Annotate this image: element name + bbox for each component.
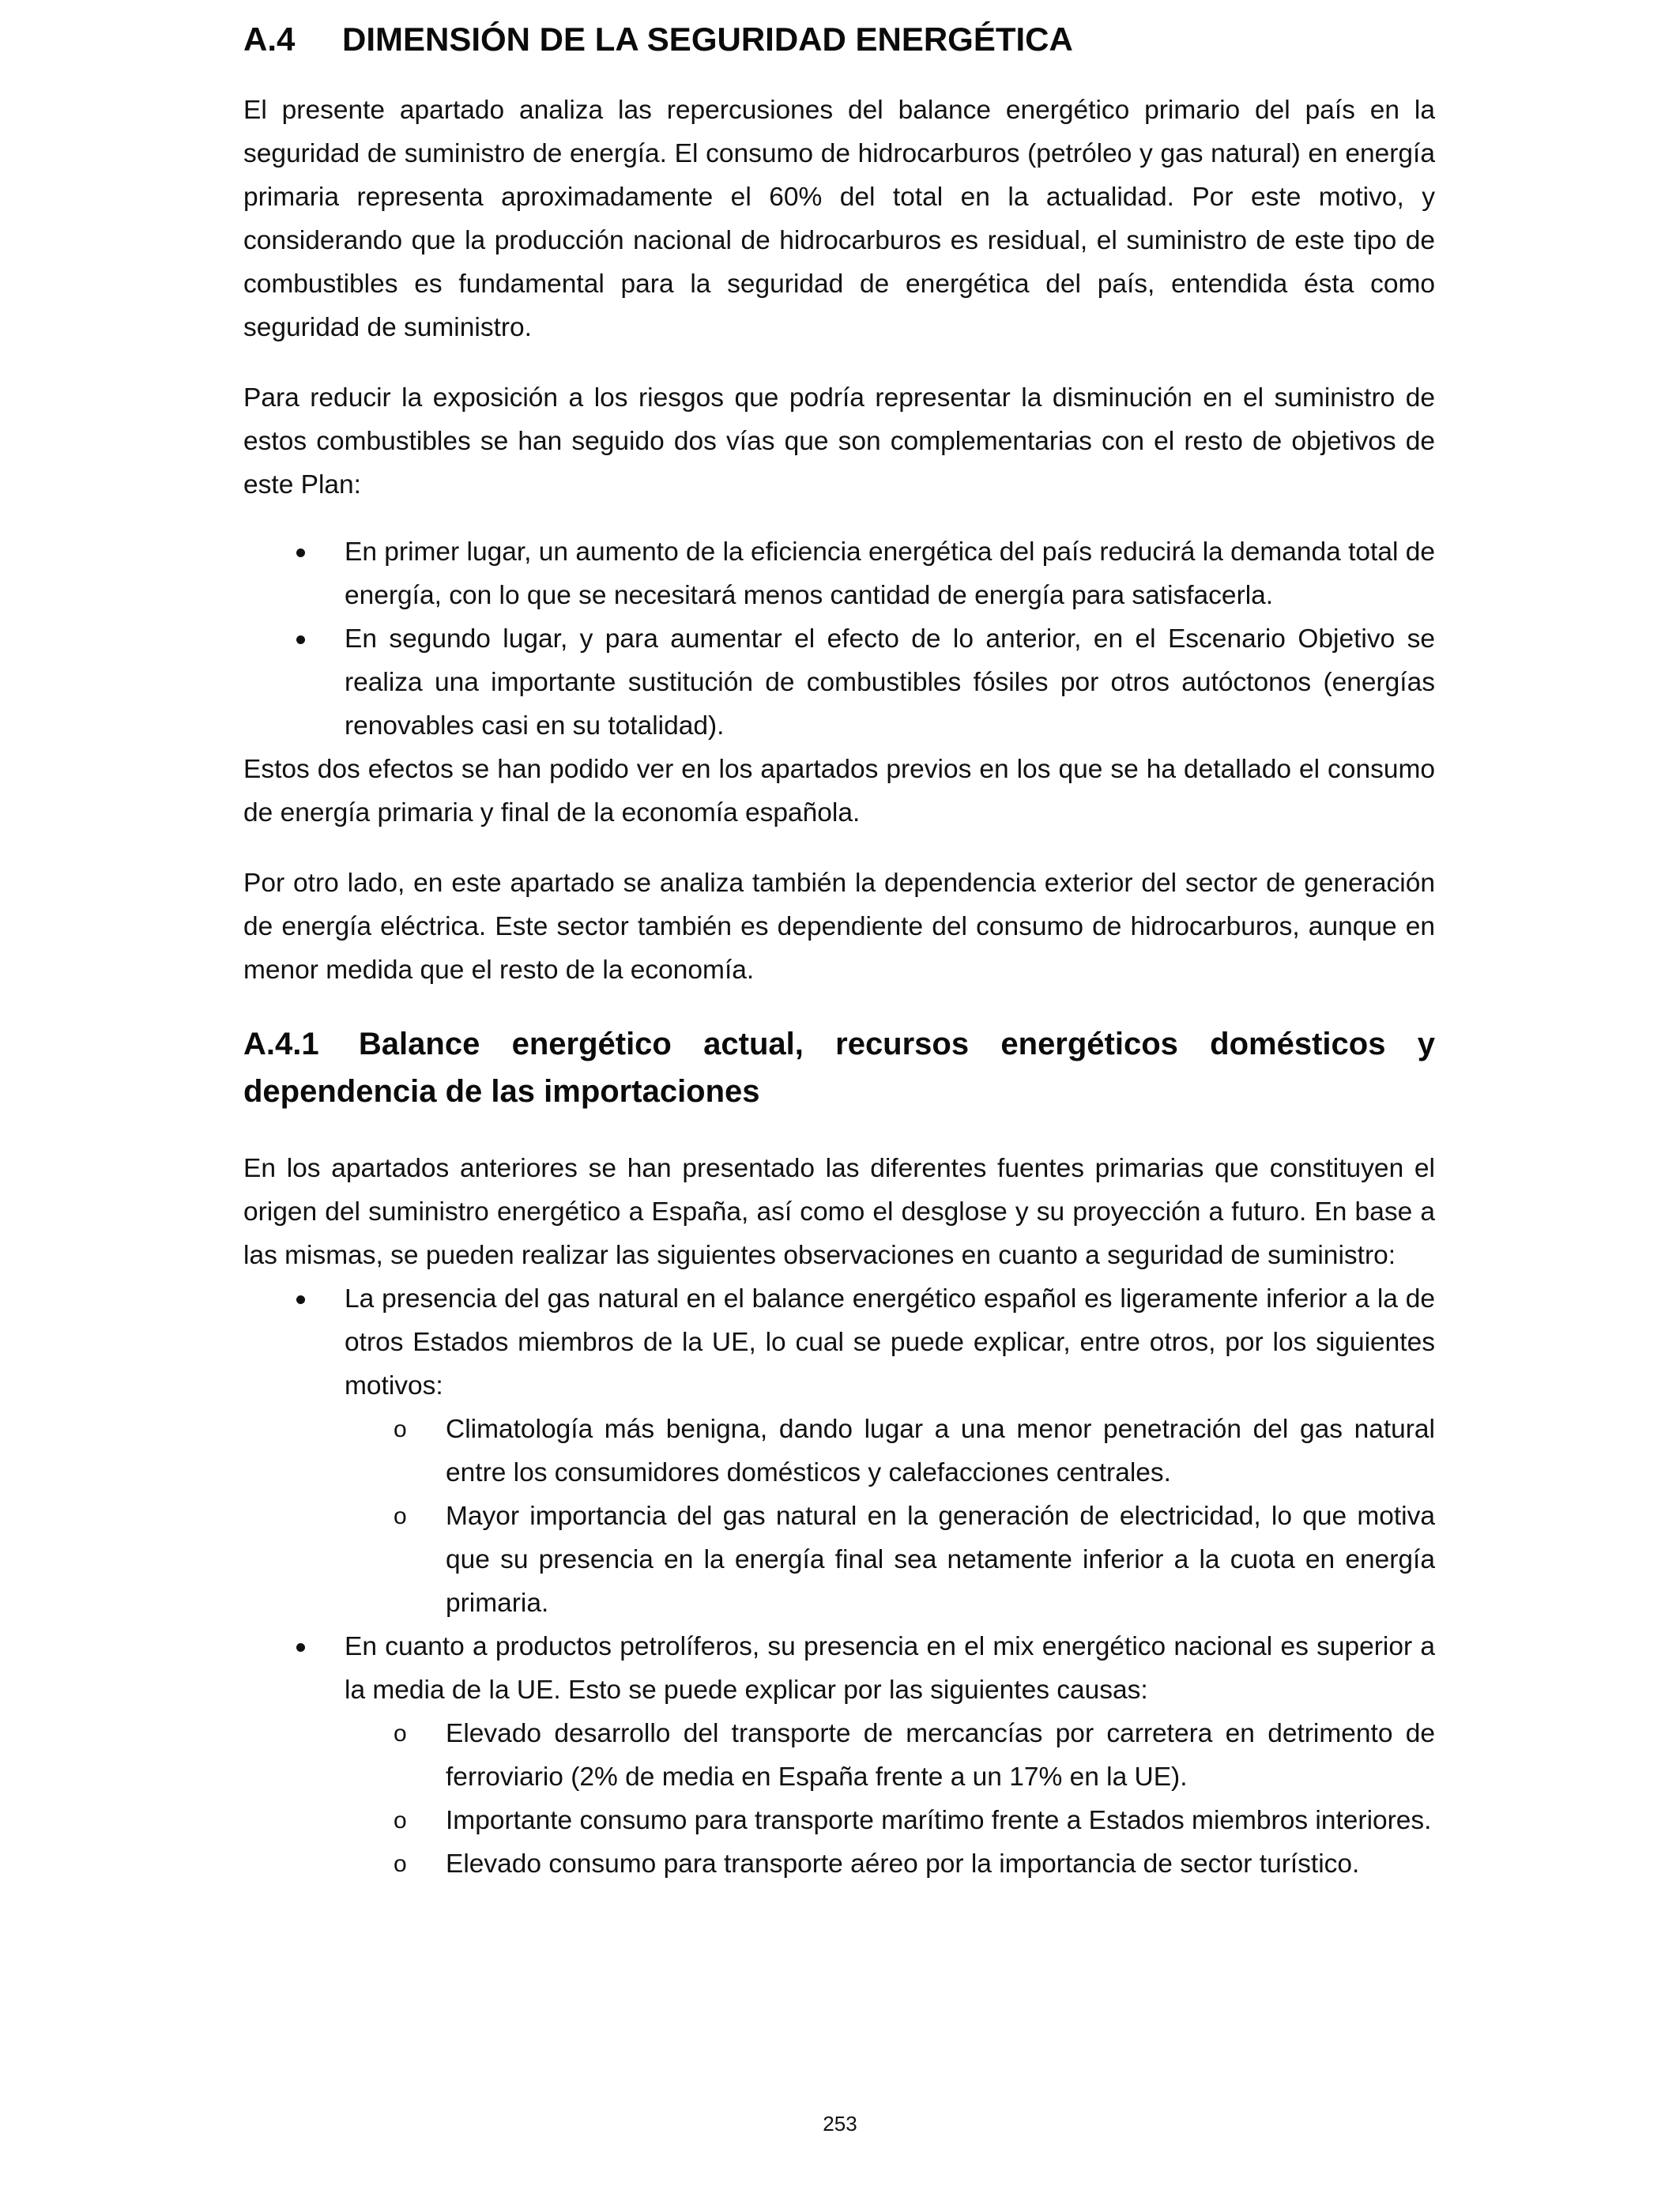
section-title: DIMENSIÓN DE LA SEGURIDAD ENERGÉTICA	[342, 21, 1073, 58]
paragraph-reduce-exposure: Para reducir la exposición a los riesgos que podría representar la disminución en el suministro de estos combustibles se han seguido dos vías que son complementarias con el resto de objetivos de este Plan:	[243, 383, 1435, 499]
sub-list-item	[345, 1799, 1435, 1842]
sub-list	[345, 1712, 1435, 1886]
sub-list-item-text: Elevado consumo para transporte aéreo por la importancia de sector turístico.	[446, 1849, 1360, 1879]
subsection-title: Balance energético actual, recursos energéticos domésticos y dependencia de las importaciones	[243, 1027, 1435, 1109]
bullet-list-observations	[243, 1277, 1435, 1886]
section-number: A.4	[243, 21, 296, 58]
list-item-text: En segundo lugar, y para aumentar el efecto de lo anterior, en el Escenario Objetivo se realiza una importante sustitución de combustibles fósiles por otros autóctonos (energías renovables casi en su totalidad).	[345, 624, 1435, 741]
hollow-circle-icon: o	[394, 1808, 407, 1834]
list-item-text: En primer lugar, un aumento de la eficiencia energética del país reducirá la demanda total de energía, con lo que se necesitará menos cantidad de energía para satisfacerla.	[345, 537, 1435, 610]
list-item	[243, 530, 1435, 617]
bullet-icon	[296, 1295, 305, 1304]
sub-list	[345, 1408, 1435, 1625]
section-heading	[243, 16, 1435, 63]
document-page	[243, 16, 1435, 1886]
subsection-heading	[243, 1020, 1435, 1115]
sub-list-item	[345, 1842, 1435, 1886]
list-item-text: La presencia del gas natural en el balance energético español es ligeramente inferior a la de otros Estados miembros de la UE, lo cual se puede explicar, entre otros, por los siguientes motivos:	[345, 1284, 1435, 1400]
hollow-circle-icon: o	[394, 1721, 407, 1747]
sub-list-item-text: Climatología más benigna, dando lugar a una menor penetración del gas natural entre los consumidores domésticos y calefacciones centrales.	[446, 1415, 1435, 1487]
sub-list-item	[345, 1408, 1435, 1495]
hollow-circle-icon: o	[394, 1851, 407, 1877]
list-item	[243, 617, 1435, 748]
hollow-circle-icon: o	[394, 1503, 407, 1529]
paragraph-observations: En los apartados anteriores se han presentado las diferentes fuentes primarias que constituyen el origen del suministro energético a España, así como el desglose y su proyección a futuro. En base a las mismas, se pueden realizar las siguientes observaciones en cuanto a seguridad de suministro:	[243, 1154, 1435, 1270]
page-number: 253	[823, 2112, 857, 2136]
sub-list-item-text: Importante consumo para transporte marítimo frente a Estados miembros interiores.	[446, 1806, 1432, 1835]
list-item	[243, 1625, 1435, 1886]
sub-list-item-text: Mayor importancia del gas natural en la generación de electricidad, lo que motiva que su presencia en la energía final sea netamente inferior a la cuota en energía primaria.	[446, 1502, 1435, 1618]
paragraph-intro: El presente apartado analiza las repercusiones del balance energético primario del país en la seguridad de suministro de energía. El consumo de hidrocarburos (petróleo y gas natural) en energía primaria representa aproximadamente el 60% del total en la actualidad. Por este motivo, y considerando que la producción nacional de hidrocarburos es residual, el suministro de este tipo de combustibles es fundamental para la seguridad de energética del país, entendida ésta como seguridad de suministro.	[243, 96, 1435, 342]
subsection-number: A.4.1	[243, 1027, 319, 1061]
paragraph-electric-sector: Por otro lado, en este apartado se analiza también la dependencia exterior del sector de generación de energía eléctrica. Este sector también es dependiente del consumo de hidrocarburos, aunque en menor medida que el resto de la economía.	[243, 869, 1435, 985]
list-item-text: En cuanto a productos petrolíferos, su presencia en el mix energético nacional es superior a la media de la UE. Esto se puede explicar por las siguientes causas:	[345, 1632, 1435, 1705]
bullet-icon	[296, 1643, 305, 1652]
sub-list-item-text: Elevado desarrollo del transporte de mercancías por carretera en detrimento de ferroviario (2% de media en España frente a un 17% en la UE).	[446, 1719, 1435, 1792]
list-item	[243, 1277, 1435, 1625]
hollow-circle-icon: o	[394, 1416, 407, 1442]
bullet-list-measures	[243, 530, 1435, 748]
sub-list-item	[345, 1495, 1435, 1625]
paragraph-effects: Estos dos efectos se han podido ver en los apartados previos en los que se ha detallado el consumo de energía primaria y final de la economía española.	[243, 755, 1435, 827]
sub-list-item	[345, 1712, 1435, 1799]
bullet-icon	[296, 635, 305, 644]
bullet-icon	[296, 548, 305, 557]
